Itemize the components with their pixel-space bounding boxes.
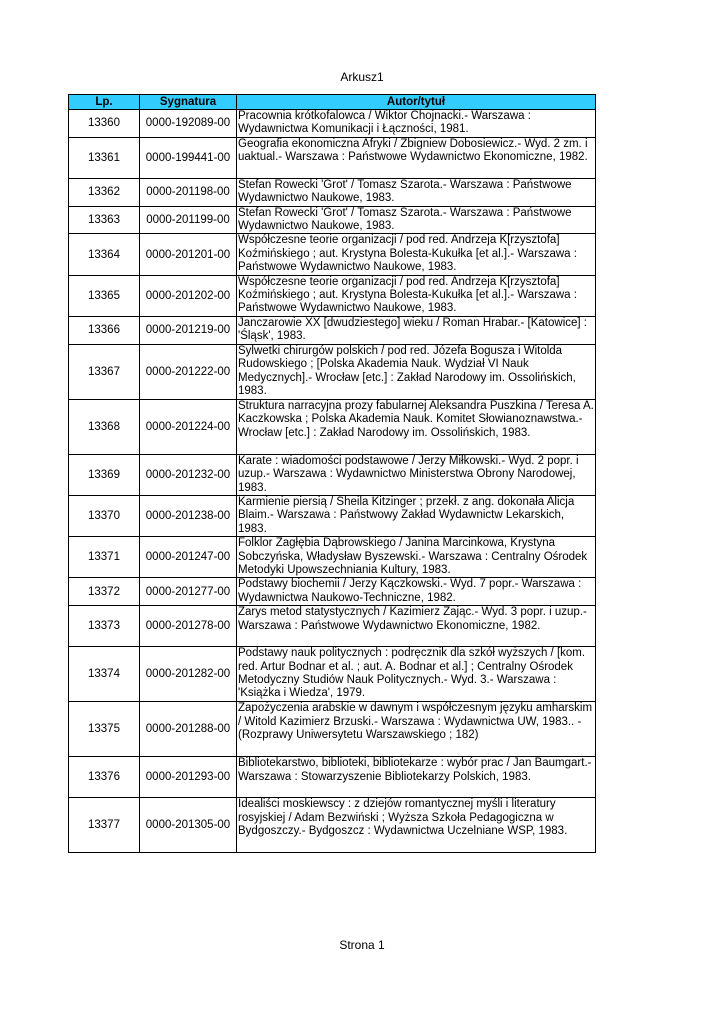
autor-tytul-cell: Janczarowie XX [dwudziestego] wieku / Roman Hrabar.- [Katowice] : 'Śląsk', 1983.	[237, 316, 596, 344]
autor-tytul-cell: Karate : wiadomości podstawowe / Jerzy Miłkowski.- Wyd. 2 popr. i uzup.- Warszawa : Wydawnictwo Ministerstwa Obrony Narodowej, 1983.	[237, 454, 596, 495]
lp-cell: 13361	[69, 137, 140, 178]
table-row	[69, 702, 596, 757]
lp-cell: 13377	[69, 798, 140, 853]
table-row	[69, 647, 596, 702]
lp-cell: 13370	[69, 495, 140, 536]
autor-tytul-cell: Sylwetki chirurgów polskich / pod red. Józefa Bogusza i Witolda Rudowskiego ; [Polska Akademia Nauk. Wydział VI Nauk Medycznych].- Wrocław [etc.] : Zakład Narodowy im. Ossolińskich, 1983.	[237, 344, 596, 399]
table-row	[69, 537, 596, 578]
autor-tytul-cell: Stefan Rowecki 'Grot' / Tomasz Szarota.- Warszawa : Państwowe Wydawnictwo Naukowe, 1983.	[237, 206, 596, 234]
table-row	[69, 606, 596, 647]
lp-cell: 13366	[69, 316, 140, 344]
autor-tytul-cell: Stefan Rowecki 'Grot' / Tomasz Szarota.- Warszawa : Państwowe Wydawnictwo Naukowe, 1983.	[237, 178, 596, 206]
table-row	[69, 495, 596, 536]
sygnatura-cell: 0000-201238-00	[140, 495, 237, 536]
lp-cell: 13363	[69, 206, 140, 234]
autor-tytul-cell: Bibliotekarstwo, biblioteki, bibliotekarze : wybór prac / Jan Baumgart.- Warszawa : Stowarzyszenie Bibliotekarzy Polskich, 1983.	[237, 757, 596, 798]
lp-cell: 13372	[69, 578, 140, 606]
lp-cell: 13369	[69, 454, 140, 495]
sygnatura-cell: 0000-201202-00	[140, 275, 237, 316]
lp-cell: 13362	[69, 178, 140, 206]
table-row	[69, 316, 596, 344]
table-row	[69, 275, 596, 316]
autor-tytul-cell: Podstawy biochemii / Jerzy Kączkowski.- Wyd. 7 popr.- Warszawa : Wydawnictwa Naukowo-Techniczne, 1982.	[237, 578, 596, 606]
sygnatura-cell: 0000-201222-00	[140, 344, 237, 399]
lp-cell: 13376	[69, 757, 140, 798]
records-table	[68, 94, 596, 853]
table-row	[69, 110, 596, 138]
table-row	[69, 178, 596, 206]
sheet-title: Arkusz1	[340, 70, 384, 84]
autor-tytul-cell: Zapożyczenia arabskie w dawnym i współczesnym języku amharskim / Witold Kazimierz Brzuski.- Warszawa : Wydawnictwa UW, 1983.. - (Rozprawy Uniwersytetu Warszawskiego ; 182)	[237, 702, 596, 757]
table-row	[69, 137, 596, 178]
lp-cell: 13365	[69, 275, 140, 316]
lp-cell: 13360	[69, 110, 140, 138]
sygnatura-cell: 0000-201277-00	[140, 578, 237, 606]
table-row	[69, 344, 596, 399]
table-row	[69, 206, 596, 234]
lp-cell: 13367	[69, 344, 140, 399]
column-header-autor-tytul: Autor/tytuł	[237, 95, 596, 110]
sygnatura-cell: 0000-201198-00	[140, 178, 237, 206]
sygnatura-cell: 0000-192089-00	[140, 110, 237, 138]
header-row	[69, 95, 596, 110]
sygnatura-cell: 0000-199441-00	[140, 137, 237, 178]
sygnatura-cell: 0000-201293-00	[140, 757, 237, 798]
column-header-lp: Lp.	[69, 95, 140, 110]
table-row	[69, 798, 596, 853]
autor-tytul-cell: Karmienie piersią / Sheila Kitzinger ; przekł. z ang. dokonała Alicja Blaim.- Warszawa : Państwowy Zakład Wydawnictw Lekarskich, 1983.	[237, 495, 596, 536]
table-row	[69, 757, 596, 798]
autor-tytul-cell: Folklor Zagłębia Dąbrowskiego / Janina Marcinkowa, Krystyna Sobczyńska, Władysław Byszewski.- Warszawa : Centralny Ośrodek Metodyki Upowszechniania Kultury, 1983.	[237, 537, 596, 578]
sygnatura-cell: 0000-201201-00	[140, 234, 237, 275]
sygnatura-cell: 0000-201305-00	[140, 798, 237, 853]
autor-tytul-cell: Geografia ekonomiczna Afryki / Zbigniew Dobosiewicz.- Wyd. 2 zm. i uaktual.- Warszawa : Państwowe Wydawnictwo Ekonomiczne, 1982.	[237, 137, 596, 178]
lp-cell: 13371	[69, 537, 140, 578]
lp-cell: 13374	[69, 647, 140, 702]
table-row	[69, 234, 596, 275]
lp-cell: 13368	[69, 399, 140, 454]
autor-tytul-cell: Zarys metod statystycznych / Kazimierz Zając.- Wyd. 3 popr. i uzup.- Warszawa : Państwowe Wydawnictwo Ekonomiczne, 1982.	[237, 606, 596, 647]
page-footer: Strona 1	[339, 938, 385, 952]
table-row	[69, 454, 596, 495]
sygnatura-cell: 0000-201232-00	[140, 454, 237, 495]
autor-tytul-cell: Współczesne teorie organizacji / pod red. Andrzeja K[rzysztofa] Koźmińskiego ; aut. Krystyna Bolesta-Kukułka [et al.].- Warszawa : Państwowe Wydawnictwo Naukowe, 1983.	[237, 275, 596, 316]
column-header-sygnatura: Sygnatura	[140, 95, 237, 110]
sygnatura-cell: 0000-201278-00	[140, 606, 237, 647]
autor-tytul-cell: Pracownia krótkofalowca / Wiktor Chojnacki.- Warszawa : Wydawnictwa Komunikacji i Łączności, 1981.	[237, 110, 596, 138]
lp-cell: 13375	[69, 702, 140, 757]
autor-tytul-cell: Współczesne teorie organizacji / pod red. Andrzeja K[rzysztofa] Koźmińskiego ; aut. Krystyna Bolesta-Kukułka [et al.].- Warszawa : Państwowe Wydawnictwo Naukowe, 1983.	[237, 234, 596, 275]
sygnatura-cell: 0000-201288-00	[140, 702, 237, 757]
autor-tytul-cell: Struktura narracyjna prozy fabularnej Aleksandra Puszkina / Teresa A. Kaczkowska ; Polska Akademia Nauk. Komitet Słowianoznawstwa.- Wrocław [etc.] : Zakład Narodowy im. Ossolińskich, 1983.	[237, 399, 596, 454]
sygnatura-cell: 0000-201199-00	[140, 206, 237, 234]
lp-cell: 13373	[69, 606, 140, 647]
table-row	[69, 578, 596, 606]
sygnatura-cell: 0000-201219-00	[140, 316, 237, 344]
table-row	[69, 399, 596, 454]
autor-tytul-cell: Podstawy nauk politycznych : podręcznik dla szkół wyższych / [kom. red. Artur Bodnar et al. ; aut. A. Bodnar et al.] ; Centralny Ośrodek Metodyczny Studiów Nauk Politycznych.- Wyd. 3.- Warszawa : 'Książka i Wiedza', 1979.	[237, 647, 596, 702]
sygnatura-cell: 0000-201282-00	[140, 647, 237, 702]
sygnatura-cell: 0000-201247-00	[140, 537, 237, 578]
autor-tytul-cell: Idealiści moskiewscy : z dziejów romantycznej myśli i literatury rosyjskiej / Adam Bezwiński ; Wyższa Szkoła Pedagogiczna w Bydgoszczy.- Bydgoszcz : Wydawnictwa Uczelniane WSP, 1983.	[237, 798, 596, 853]
sygnatura-cell: 0000-201224-00	[140, 399, 237, 454]
lp-cell: 13364	[69, 234, 140, 275]
